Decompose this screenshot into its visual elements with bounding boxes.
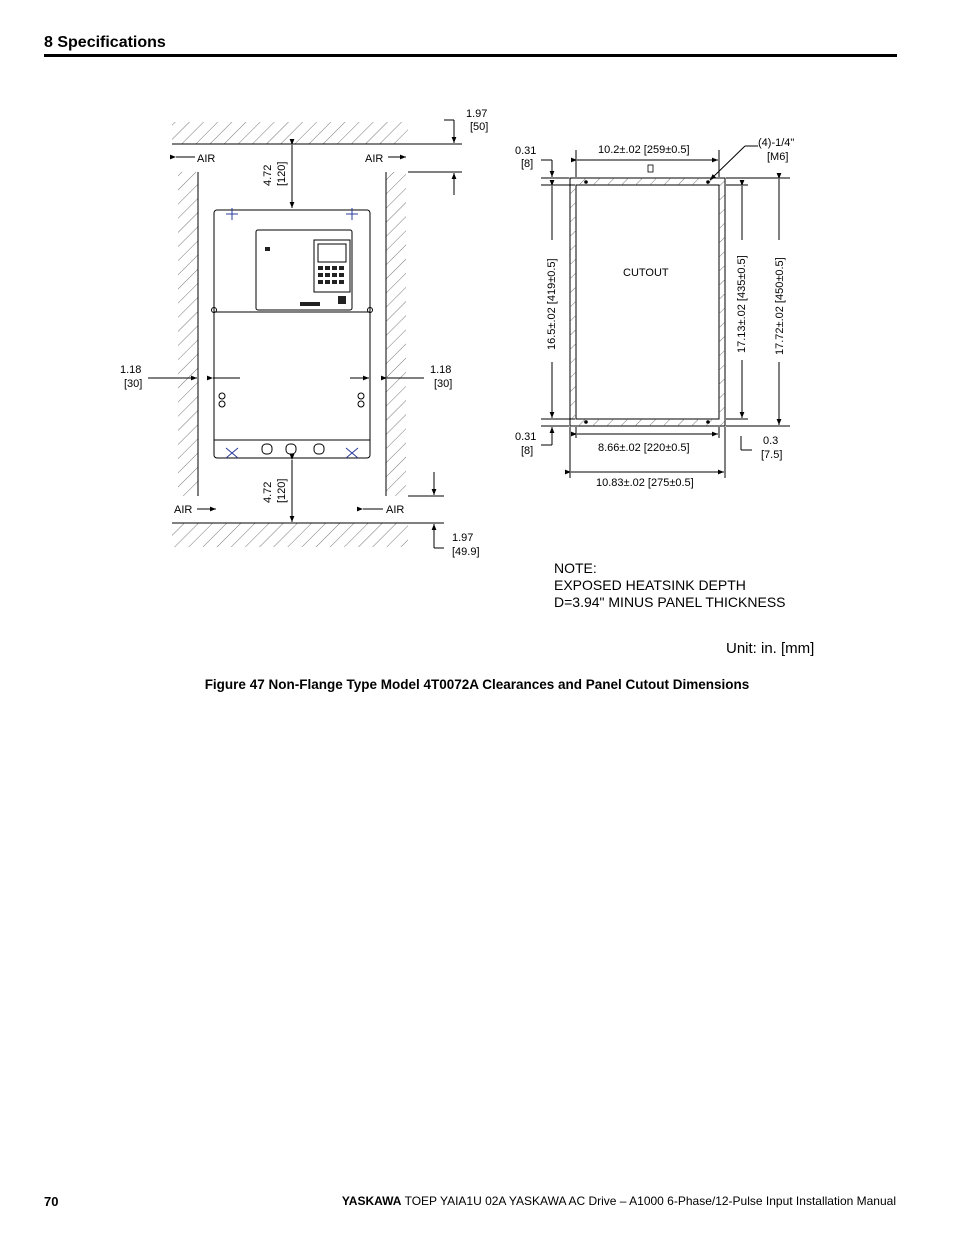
cutout-label: CUTOUT [623,267,669,279]
side-right-mm: [30] [434,378,453,390]
note-title: NOTE: [554,560,597,576]
cutout-side-margin-mm: [7.5] [761,449,783,461]
hole-size-in: (4)-1/4" [758,137,795,149]
page-number: 70 [44,1194,59,1209]
side-right-in: 1.18 [430,364,452,376]
bottom-wall [172,523,408,547]
air-label-bottom-left: AIR [174,504,193,516]
cutout-bottom-margin-in: 0.31 [515,431,537,443]
top-gap-mm: [50] [470,121,489,133]
cutout-mid-height: 17.13±.02 [435±0.5] [736,255,748,353]
cutout-top-margin-in: 0.31 [515,145,537,157]
unit-label: Unit: in. [mm] [726,640,815,657]
cutout-bottom-margin-mm: [8] [521,445,534,457]
cutout-flange-hatch [570,178,725,426]
heatsink-note [554,560,786,611]
cutout-top-margin-mm: [8] [521,158,534,170]
section-header: 8 Specifications [44,34,166,51]
cutout-top-width: 10.2±.02 [259±0.5] [598,144,690,156]
bottom-gap-in: 1.97 [452,532,474,544]
side-left-mm: [30] [124,378,143,390]
bottom-gap-mm: [49.9] [452,546,480,558]
figure-caption: Figure 47 Non-Flange Type Model 4T0072A Clearances and Panel Cutout Dimensions [204,677,750,692]
footer-title-text: TOEP YAIA1U 02A YASKAWA AC Drive – A1000 6-Phase/12-Pulse Input Installation Manual [404,1194,896,1208]
note-line-1: EXPOSED HEATSINK DEPTH [554,577,746,593]
cutout-side-margin-in: 0.3 [763,435,779,447]
cutout-outline [570,178,725,426]
hole-size-mm: [M6] [767,151,789,163]
top-clearance-mm: [120] [276,161,288,186]
footer-brand: YASKAWA [341,1194,402,1208]
top-wall [172,122,408,144]
air-label-top-right: AIR [365,153,384,165]
top-gap-in: 1.97 [466,108,488,120]
top-clearance-in: 4.72 [262,164,274,186]
cutout-inner-height: 16.5±.02 [419±0.5] [546,258,558,350]
bottom-clearance-mm: [120] [276,478,288,503]
drive-body [212,210,373,458]
cutout-outer-height: 17.72±.02 [450±0.5] [774,257,786,355]
air-label-top-left: AIR [197,153,216,165]
bottom-clearance-in: 4.72 [262,481,274,503]
cutout-outer-width: 10.83±.02 [275±0.5] [596,477,694,489]
air-labels [174,153,406,516]
right-wall [386,172,406,496]
cutout-inner-width: 8.66±.02 [220±0.5] [598,442,690,454]
air-label-bottom-right: AIR [386,504,405,516]
cutout-holes [584,180,710,424]
side-left-in: 1.18 [120,364,142,376]
note-line-2: D=3.94" MINUS PANEL THICKNESS [554,594,786,610]
left-wall [178,172,198,496]
footer-manual-title [342,1194,896,1208]
